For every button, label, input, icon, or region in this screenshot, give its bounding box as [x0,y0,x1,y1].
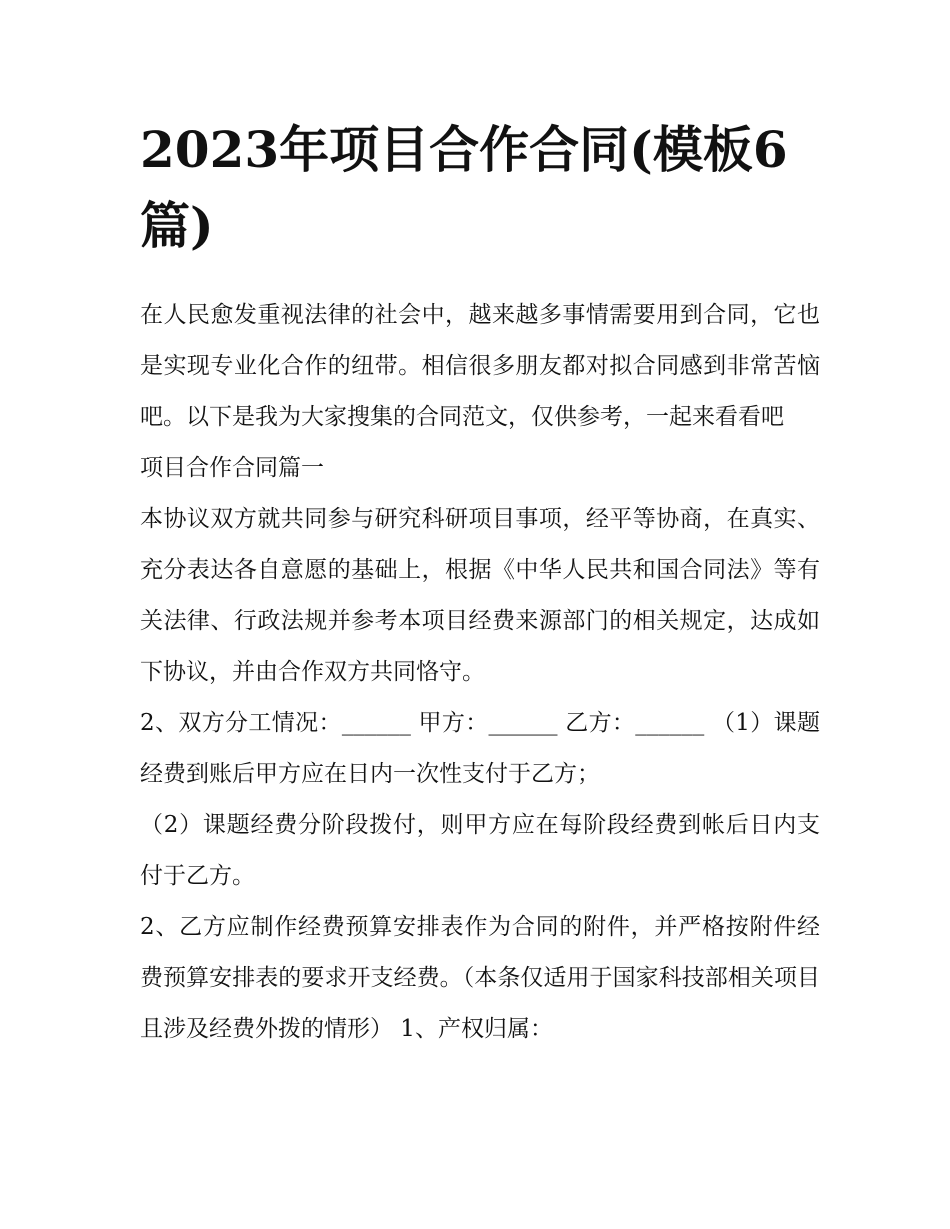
division-paragraph: 2、双方分工情况：______ 甲方：______ 乙方：______ （1）课题经费到账后甲方应在日内一次性支付于乙方； [140,710,820,787]
section-heading: 项目合作合同篇一 [140,455,324,481]
budget-paragraph: 2、乙方应制作经费预算安排表作为合同的附件，并严格按附件经费预算安排表的要求开支经费。（本条仅适用于国家科技部相关项目且涉及经费外拨的情形） 1、产权归属： [140,914,820,1042]
payment-paragraph: （2）课题经费分阶段拨付，则甲方应在每阶段经费到帐后日内支付于乙方。 [140,812,820,889]
document-page [140,112,820,1055]
agreement-paragraph: 本协议双方就共同参与研究科研项目事项，经平等协商，在真实、充分表达各自意愿的基础上，根据《中华人民共和国合同法》等有关法律、行政法规并参考本项目经费来源部门的相关规定，达成如下协议，并由合作双方共同恪守。 [140,506,820,685]
intro-paragraph: 在人民愈发重视法律的社会中，越来越多事情需要用到合同，它也是实现专业化合作的纽带。相信很多朋友都对拟合同感到非常苦恼吧。以下是我为大家搜集的合同范文，仅供参考，一起来看看吧 [140,302,820,430]
document-title: 2023年项目合作合同(模板6篇) [140,120,788,255]
